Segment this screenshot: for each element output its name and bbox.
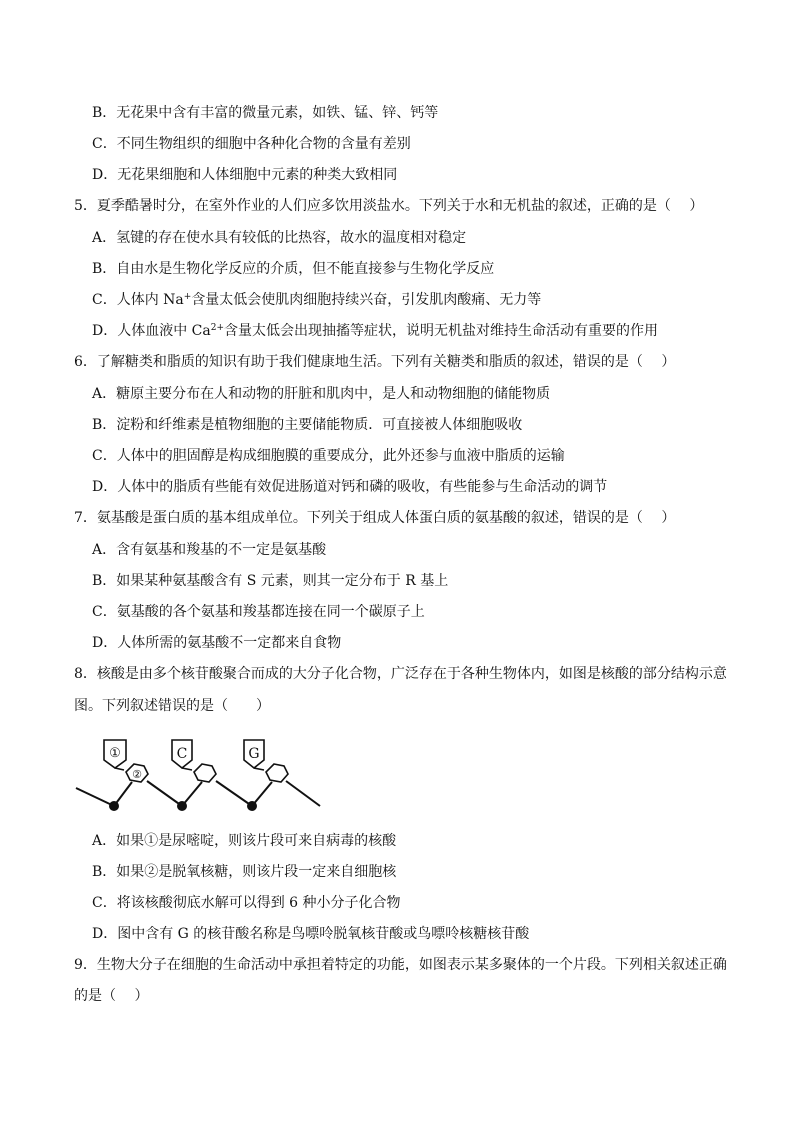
sugar-pentagon-2 xyxy=(194,764,216,782)
q5-option-c xyxy=(92,290,541,310)
q6-option-c: C．人体中的胆固醇是构成细胞膜的重要成分，此外还参与血液中脂质的运输 xyxy=(92,448,565,464)
q8-stem-line1: 8．核酸是由多个核苷酸聚合而成的大分子化合物，广泛存在于各种生物体内，如图是核酸的部分结构示意 xyxy=(74,666,727,682)
base-label-3: G xyxy=(248,746,260,762)
q5-stem: 5．夏季酷暑时分，在室外作业的人们应多饮用淡盐水。下列关于水和无机盐的叙述，正确的是（ ） xyxy=(74,198,704,214)
q9-stem-line2: 的是（ ） xyxy=(74,988,149,1004)
base-label-2: C xyxy=(176,746,188,762)
q5-option-c-sup: + xyxy=(183,292,192,302)
q4-option-b: B．无花果中含有丰富的微量元素，如铁、锰、锌、钙等 xyxy=(92,105,439,121)
q6-option-d: D．人体中的脂质有些能有效促进肠道对钙和磷的吸收，有些能参与生命活动的调节 xyxy=(92,479,608,495)
q7-stem: 7．氨基酸是蛋白质的基本组成单位。下列关于组成人体蛋白质的氨基酸的叙述，错误的是（ ） xyxy=(74,510,676,526)
q8-stem-line2: 图。下列叙述错误的是（ ） xyxy=(74,698,270,714)
q4-option-d: D．无花果细胞和人体细胞中元素的种类大致相同 xyxy=(92,167,398,183)
q7-option-b: B．如果某种氨基酸含有 S 元素，则其一定分布于 R 基上 xyxy=(92,573,449,589)
q8-option-c: C．将该核酸彻底水解可以得到 6 种小分子化合物 xyxy=(92,895,401,911)
q6-option-a: A．糖原主要分布在人和动物的肝脏和肌肉中，是人和动物细胞的储能物质 xyxy=(92,386,551,402)
q4-option-c: C．不同生物组织的细胞中各种化合物的含量有差别 xyxy=(92,136,411,152)
phosphate-1 xyxy=(109,801,119,811)
phosphate-groups xyxy=(109,801,257,811)
q7-option-a: A．含有氨基和羧基的不一定是氨基酸 xyxy=(92,542,327,558)
q6-stem: 6．了解糖类和脂质的知识有助于我们健康地生活。下列有关糖类和脂质的叙述，错误的是（ ） xyxy=(74,354,676,370)
q9-stem-line1: 9．生物大分子在细胞的生命活动中承担着特定的功能，如图表示某多聚体的一个片段。下列相关叙述正确 xyxy=(74,957,727,973)
q8-option-b: B．如果②是脱氧核糖，则该片段一定来自细胞核 xyxy=(92,864,397,880)
q6-option-b: B．淀粉和纤维素是植物细胞的主要储能物质．可直接被人体细胞吸收 xyxy=(92,417,523,433)
sugar-pentagon-3 xyxy=(266,764,288,782)
phosphate-2 xyxy=(177,801,187,811)
phosphate-3 xyxy=(247,801,257,811)
sugar-label-1: ② xyxy=(132,768,142,781)
q5-option-d-post: 含量太低会出现抽搐等症状，说明无机盐对维持生命活动有重要的作用 xyxy=(224,323,659,339)
q5-option-d xyxy=(92,321,658,341)
q5-option-a: A．氢键的存在使水具有较低的比热容，故水的温度相对稳定 xyxy=(92,230,467,246)
q5-option-d-sup: 2+ xyxy=(210,323,225,333)
q5-option-b: B．自由水是生物化学反应的介质，但不能直接参与生物化学反应 xyxy=(92,261,495,277)
base-label-1: ① xyxy=(109,746,121,761)
q5-option-c-post: 含量太低会使肌肉细胞持续兴奋，引发肌肉酸痛、无力等 xyxy=(191,292,542,308)
q5-option-c-pre: C．人体内 Na xyxy=(92,292,184,308)
q8-option-a: A．如果①是尿嘧啶，则该片段可来自病毒的核酸 xyxy=(92,833,397,849)
q8-option-d: D．图中含有 G 的核苷酸名称是鸟嘌呤脱氧核苷酸或鸟嘌呤核糖核苷酸 xyxy=(92,926,530,942)
q7-option-c: C．氨基酸的各个氨基和羧基都连接在同一个碳原子上 xyxy=(92,604,425,620)
q5-option-d-pre: D．人体血液中 Ca xyxy=(92,323,211,339)
q7-option-d: D．人体所需的氨基酸不一定都来自食物 xyxy=(92,635,342,651)
nucleic-acid-diagram xyxy=(70,728,330,814)
